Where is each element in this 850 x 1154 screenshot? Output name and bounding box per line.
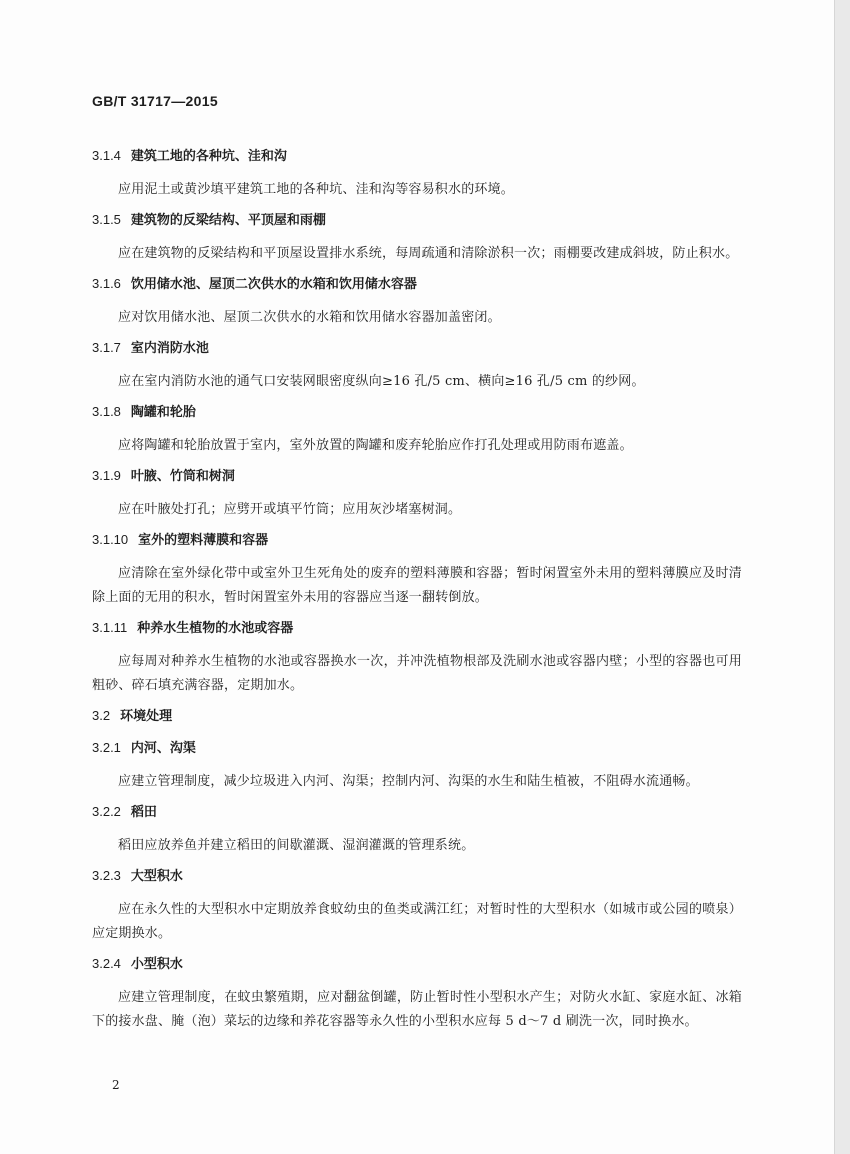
section-title: 饮用储水池、屋顶二次供水的水箱和饮用储水容器 [130,277,417,292]
section-heading [92,466,742,498]
section-number: 3.2.3 [92,868,121,883]
section-heading [92,146,742,178]
section-heading [92,402,742,434]
section-heading [92,802,742,834]
section-title: 小型积水 [130,957,183,972]
section-title: 稻田 [130,805,157,820]
section-body: 应用泥土或黄沙填平建筑工地的各种坑、洼和沟等容易积水的环境。 [118,182,515,197]
section-body: 应建立管理制度，在蚊虫繁殖期，应对翻盆倒罐，防止暂时性小型积水产生；对防火水缸、家庭水缸、冰箱下的接水盘、腌（泡）菜坛的边缘和养花容器等永久性的小型积水应每 5 d～7 d 刷洗一次，同时换水。 [92,990,742,1029]
section-number: 3.1.10 [92,532,129,547]
section-number: 3.1.8 [92,404,121,419]
section-title: 陶罐和轮胎 [130,405,196,420]
section-number: 3.2.4 [92,956,121,971]
section-title: 叶腋、竹筒和树洞 [130,469,235,484]
section-title: 室内消防水池 [130,341,209,356]
section-heading [92,274,742,306]
section-number: 3.2.1 [92,740,121,755]
section-heading [92,706,742,738]
section-title: 建筑物的反梁结构、平顶屋和雨棚 [130,213,326,228]
standard-code: GB/T 31717—2015 [92,93,218,109]
section-heading [92,618,742,650]
section-number: 3.2 [92,708,111,723]
section-title: 建筑工地的各种坑、洼和沟 [130,149,287,164]
section-number: 3.1.9 [92,468,121,483]
section-title: 大型积水 [130,869,183,884]
section-number: 3.1.6 [92,276,121,291]
section-heading [92,210,742,242]
section-body: 应在叶腋处打孔；应劈开或填平竹筒；应用灰沙堵塞树洞。 [118,502,462,517]
section-body: 稻田应放养鱼并建立稻田的间歇灌溉、湿润灌溉的管理系统。 [118,838,475,853]
section-heading [92,954,742,986]
section-title: 内河、沟渠 [130,741,196,756]
section-number: 3.2.2 [92,804,121,819]
section-body: 应将陶罐和轮胎放置于室内，室外放置的陶罐和废弃轮胎应作打孔处理或用防雨布遮盖。 [118,438,633,453]
section-body: 应清除在室外绿化带中或室外卫生死角处的废弃的塑料薄膜和容器；暂时闲置室外未用的塑料薄膜应及时清除上面的无用的积水，暂时闲置室外未用的容器应当逐一翻转倒放。 [92,566,742,605]
section-body: 应对饮用储水池、屋顶二次供水的水箱和饮用储水容器加盖密闭。 [118,310,501,325]
section-number: 3.1.4 [92,148,121,163]
section-number: 3.1.11 [92,620,128,635]
section-heading [92,866,742,898]
section-number: 3.1.5 [92,212,121,227]
section-title: 环境处理 [120,709,173,724]
section-heading [92,530,742,562]
section-body: 应每周对种养水生植物的水池或容器换水一次，并冲洗植物根部及洗刷水池或容器内壁；小型的容器也可用粗砂、碎石填充满容器，定期加水。 [92,654,742,693]
section-body: 应在室内消防水池的通气口安装网眼密度纵向≥16 孔/5 cm、横向≥16 孔/5 cm 的纱网。 [118,374,645,389]
document-body [92,146,742,1042]
section-heading [92,338,742,370]
section-body: 应建立管理制度，减少垃圾进入内河、沟渠；控制内河、沟渠的水生和陆生植被，不阻碍水流通畅。 [118,774,699,789]
section-title: 室外的塑料薄膜和容器 [138,533,269,548]
section-body: 应在建筑物的反梁结构和平顶屋设置排水系统，每周疏通和清除淤积一次；雨棚要改建成斜坡，防止积水。 [118,246,739,261]
section-number: 3.1.7 [92,340,121,355]
section-heading [92,738,742,770]
section-title: 种养水生植物的水池或容器 [137,621,294,636]
page-number: 2 [112,1078,120,1092]
section-body: 应在永久性的大型积水中定期放养食蚊幼虫的鱼类或满江红；对暂时性的大型积水（如城市或公园的喷泉）应定期换水。 [92,902,742,941]
